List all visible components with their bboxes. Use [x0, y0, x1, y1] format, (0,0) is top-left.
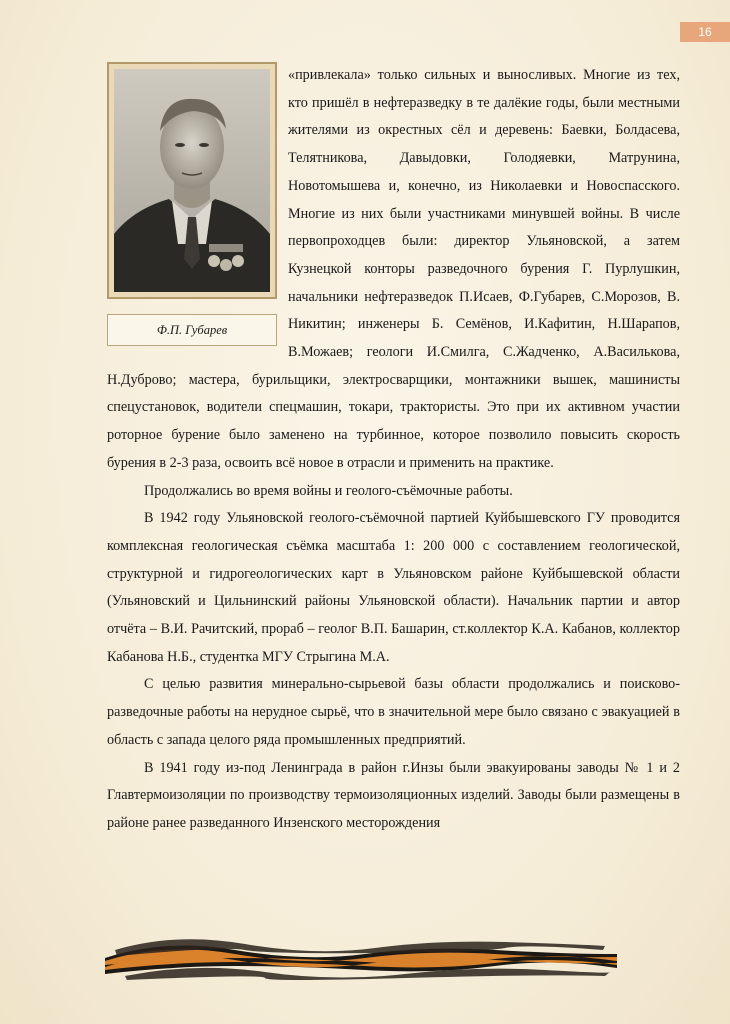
paragraph: В 1941 году из-под Ленинграда в район г.Инзы были эвакуированы заводы № 1 и 2 Главтермоизоляции по производству термоизоляционных изделий. Заводы были размещены в районе ранее разведанного Инзенского месторождения — [107, 759, 680, 831]
paragraph: С целью развития минерально-сырьевой базы области продолжались и поисково-разведочные работы на нерудное сырьё, что в значительной мере было связано с эвакуацией в область с запада целого ряда промышленных предприятий. — [107, 676, 680, 748]
paragraph: В 1942 году Ульяновской геолого-съёмочной партией Куйбышевского ГУ проводится комплексная геологическая съёмка масштаба 1: 200 000 с составлением геологической, структурной и гидрогеологических карт в Ульяновском районе Куйбышевской области (Ульяновский и Цильнинский районы Ульяновской области). Начальник партии и автор отчёта – В.И. Рачитский, прораб – геолог В.П. Башарин, ст.коллектор К.А. Кабанов, коллектор Кабанова Н.Б., студентка МГУ Стрыгина М.А. — [107, 510, 680, 665]
photo-caption: Ф.П. Губарев — [107, 314, 277, 346]
paragraph: Продолжались во время войны и геолого-съёмочные работы. — [144, 482, 513, 499]
page-number-badge: 16 — [680, 22, 730, 42]
photo-spacer — [107, 62, 288, 347]
st-george-ribbon-decoration — [105, 928, 617, 984]
paragraph: «привлекала» только сильных и выносливых. Многие из тех, кто пришёл в нефтеразведку в те далёкие годы, были местными жителями из окрестных сёл и деревень: Баевки, Болдасева, Телятникова, Давыдовки, Голодяевки, Матрунина, Новотомышева и, конечно, из Николаевки и Новоспасского. Многие из них были участниками минувшей войны. В числе первопроходцев были: директор Ульяновской, а затем Кузнецкой конторы разведочного бурения Г. Пурлушкин, начальники нефтеразведок П.Исаев, Ф.Губарев, С.Морозов, В. Никитин; инженеры Б. Семёнов, И.Кафитин, Н.Шарапов, В.Можаев; геологи И.Смилга, С.Жадченко, А.Василькова, Н.Дуброво; мастера, бурильщики, электросварщики, монтажники вышек, машинисты спецустановок, водители спецмашин, токари, трактористы. Это при их активном участии роторное бурение было заменено на турбинное, которое позволило повысить скорость бурения в 2-3 раза, освоить всё новое в отрасли и применить на практике. — [107, 67, 680, 471]
body-text — [107, 62, 680, 838]
